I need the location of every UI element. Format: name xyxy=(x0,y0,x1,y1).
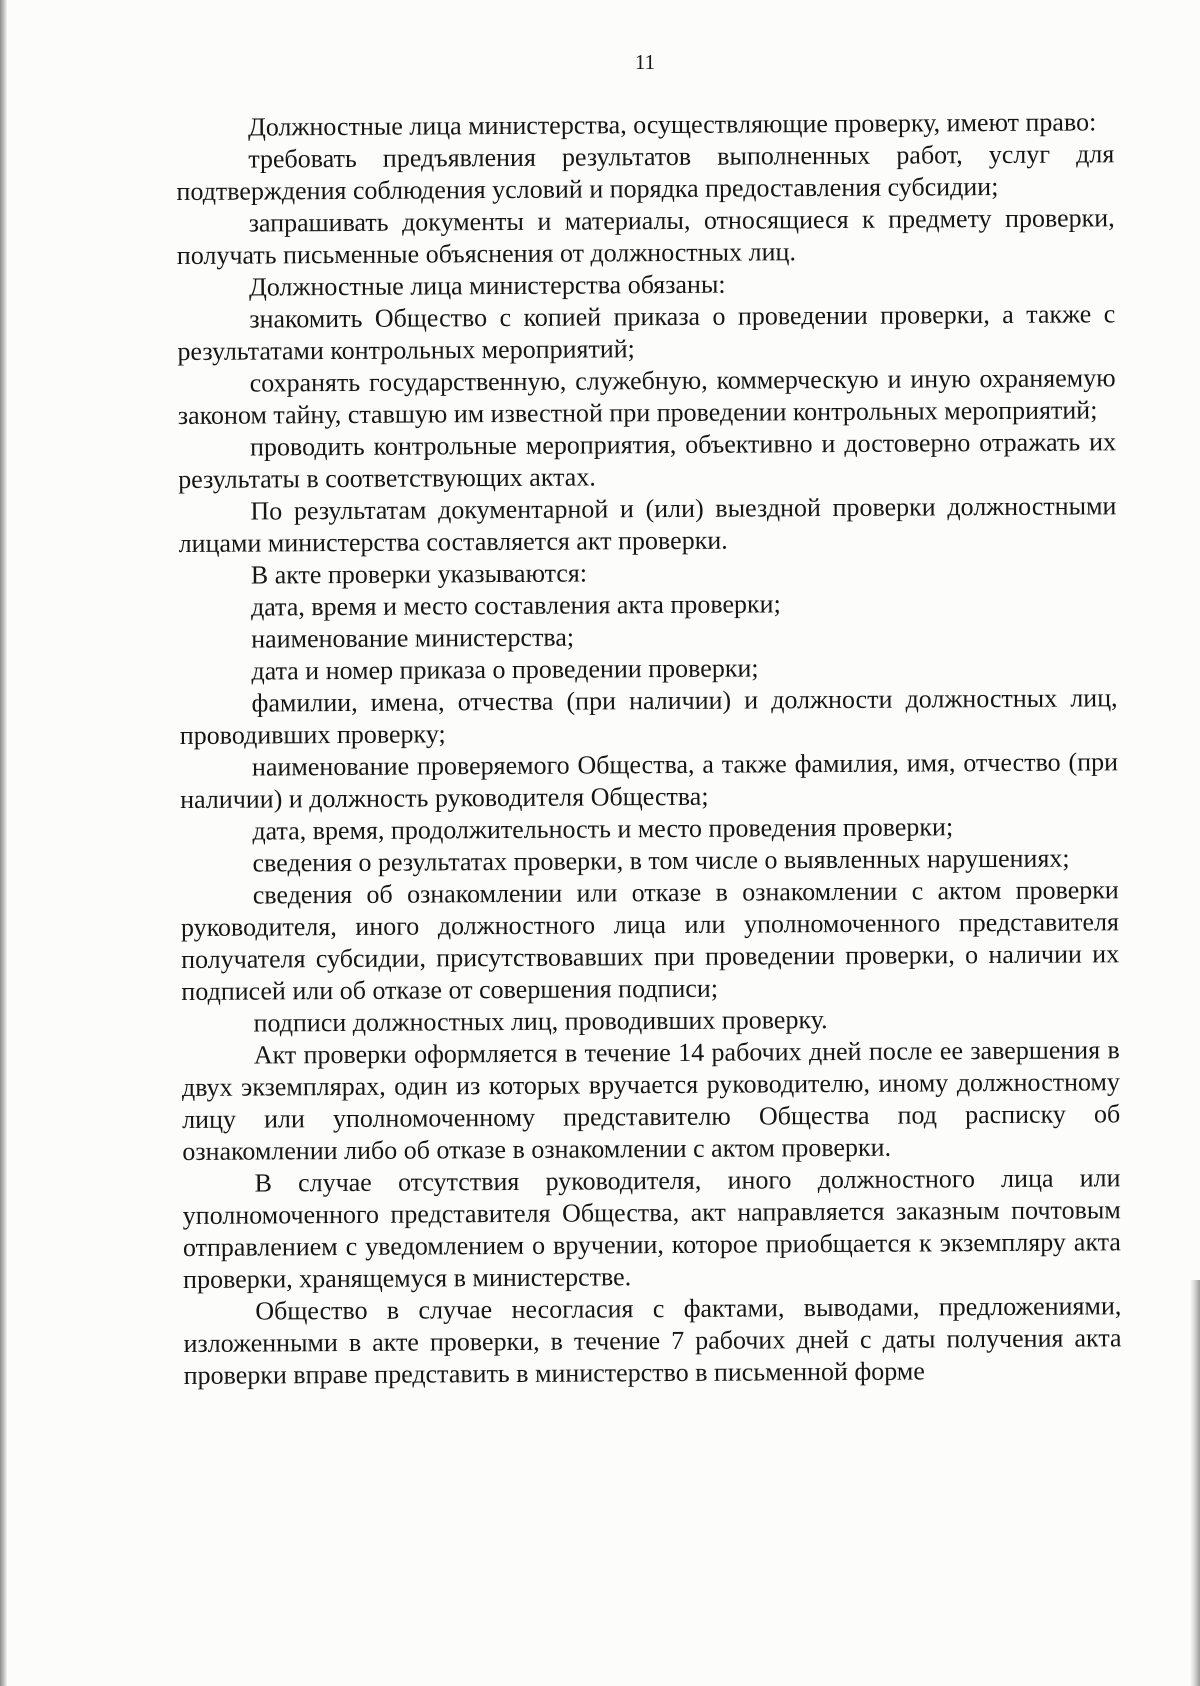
paragraph: В случае отсутствия руководителя, иного должностного лица или уполномоченного представителя Общества, акт направляется заказным почтовым отправлением с уведомлением о вручении, которое приобщается к экземпляру акта проверки, хранящемуся в министерстве. xyxy=(182,1163,1122,1294)
paragraph: подписи должностных лиц, проводивших проверку. xyxy=(253,1005,828,1038)
paragraph: проводить контрольные мероприятия, объективно и достоверно отражать их результаты в соответствующих актах. xyxy=(178,427,1117,494)
paragraph: сведения об ознакомлении или отказе в ознакомлении с актом проверки руководителя, иного должностного лица или уполномоченного представителя получателя субсидии, присутствовавших при проведении проверки, о наличии их подписей или об отказе от совершения подписи; xyxy=(180,875,1120,1006)
paragraph: требовать предъявления результатов выполненных работ, услуг для подтверждения соблюдения условий и порядка предоставления субсидии; xyxy=(176,139,1115,206)
paragraph: знакомить Общество с копией приказа о проведении проверки, а также с результатами контрольных мероприятий; xyxy=(177,299,1116,366)
paragraph: запрашивать документы и материалы, относящиеся к предмету проверки, получать письменные объяснения от должностных лиц. xyxy=(176,203,1115,270)
paragraph: Акт проверки оформляется в течение 14 рабочих дней после ее завершения в двух экземплярах, один из которых вручается руководителю, иному должностному лицу или уполномоченному представителю Общества под расписку об ознакомлении либо об отказе в ознакомлении с актом проверки. xyxy=(181,1035,1121,1166)
paragraph: наименование проверяемого Общества, а также фамилия, имя, отчество (при наличии) и должность руководителя Общества; xyxy=(180,747,1119,814)
scan-edge-left xyxy=(0,0,7,1686)
paragraph: сохранять государственную, служебную, коммерческую и иную охраняемую законом тайну, ставшую им известной при проведении контрольных мероприятий; xyxy=(177,363,1116,430)
paragraph: фамилии, имена, отчества (при наличии) и должности должностных лиц, проводивших проверку; xyxy=(179,683,1118,750)
paragraph: В акте проверки указываются: xyxy=(250,558,588,590)
paragraph: Должностные лица министерства обязаны: xyxy=(248,269,726,302)
paragraph: дата, время и место составления акта проверки; xyxy=(250,589,781,622)
paragraph: Общество в случае несогласия с фактами, выводами, предложениями, изложенными в акте проверки, в течение 7 рабочих дней с даты получения акта проверки вправе представить в министерство в письменной форме xyxy=(183,1291,1122,1390)
paragraph: дата, время, продолжительность и место проведения проверки; xyxy=(252,812,954,846)
paragraph: дата и номер приказа о проведении проверки; xyxy=(251,653,759,686)
paragraph: сведения о результатах проверки, в том числе о выявленных нарушениях; xyxy=(252,843,1070,878)
page-number: 11 xyxy=(634,50,656,74)
document-body xyxy=(176,106,1122,1392)
scan-edge-right xyxy=(1190,1280,1200,1686)
paragraph: По результатам документарной и (или) выездной проверки должностными лицами министерства составляется акт проверки. xyxy=(178,491,1117,558)
paragraph: наименование министерства; xyxy=(251,622,575,654)
paragraph: Должностные лица министерства, осуществляющие проверку, имеют право: xyxy=(248,107,1097,142)
